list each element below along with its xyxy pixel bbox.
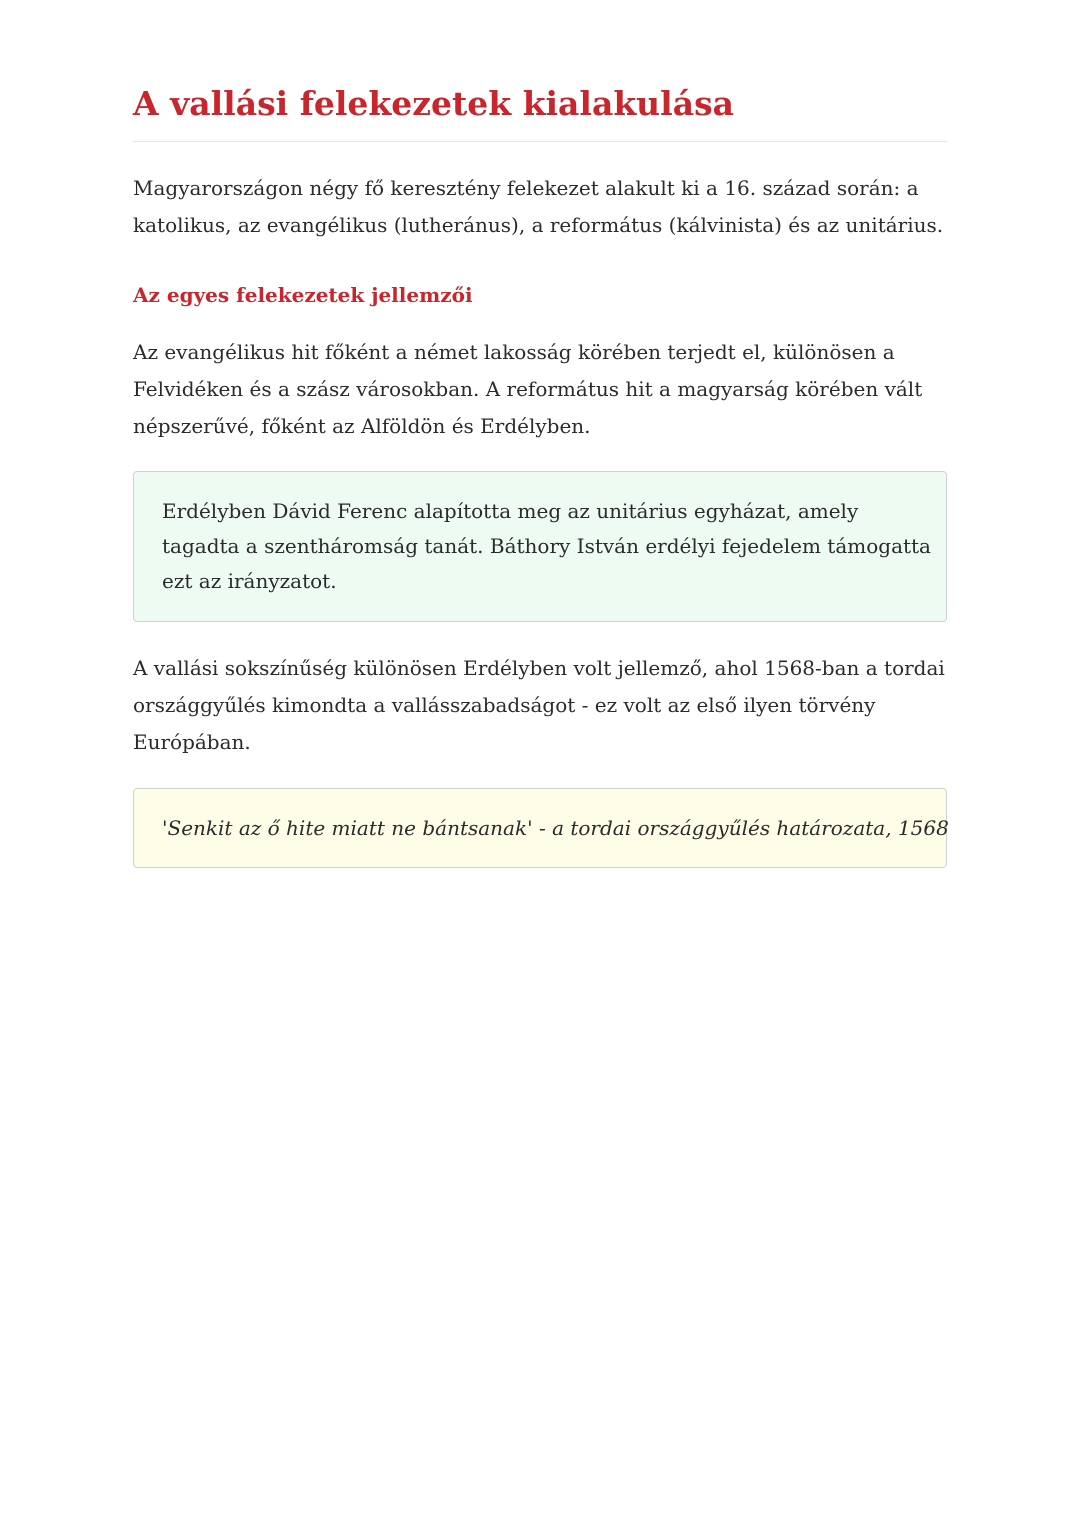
page-title: A vallási felekezetek kialakulása <box>133 84 735 123</box>
closing-paragraph: A vallási sokszínűség különösen Erdélyben volt jellemző, ahol 1568-ban a tordai országgyűlés kimondta a vallásszabadságot - ez volt az első ilyen törvény Európában. <box>133 656 945 754</box>
intro-paragraph: Magyarországon négy fő keresztény felekezet alakult ki a 16. század során: a katolikus, az evangélikus (lutheránus), a református (kálvinista) és az unitárius. <box>133 176 944 237</box>
note-box-text: Erdélyben Dávid Ferenc alapította meg az unitárius egyházat, amely tagadta a szentháromság tanát. Báthory István erdélyi fejedelem támogatta ezt az irányzatot. <box>162 499 931 593</box>
section-heading: Az egyes felekezetek jellemzői <box>133 283 473 307</box>
section-paragraph: Az evangélikus hit főként a német lakosság körében terjedt el, különösen a Felvidéken és a szász városokban. A református hit a magyarság körében vált népszerűvé, főként az Alföldön és Erdélyben. <box>133 340 923 438</box>
quote-box <box>133 788 947 868</box>
title-divider <box>133 141 947 142</box>
note-box <box>133 471 947 622</box>
quote-box-text: 'Senkit az ő hite miatt ne bántsanak' - a tordai országgyűlés határozata, 1568 <box>162 816 949 840</box>
